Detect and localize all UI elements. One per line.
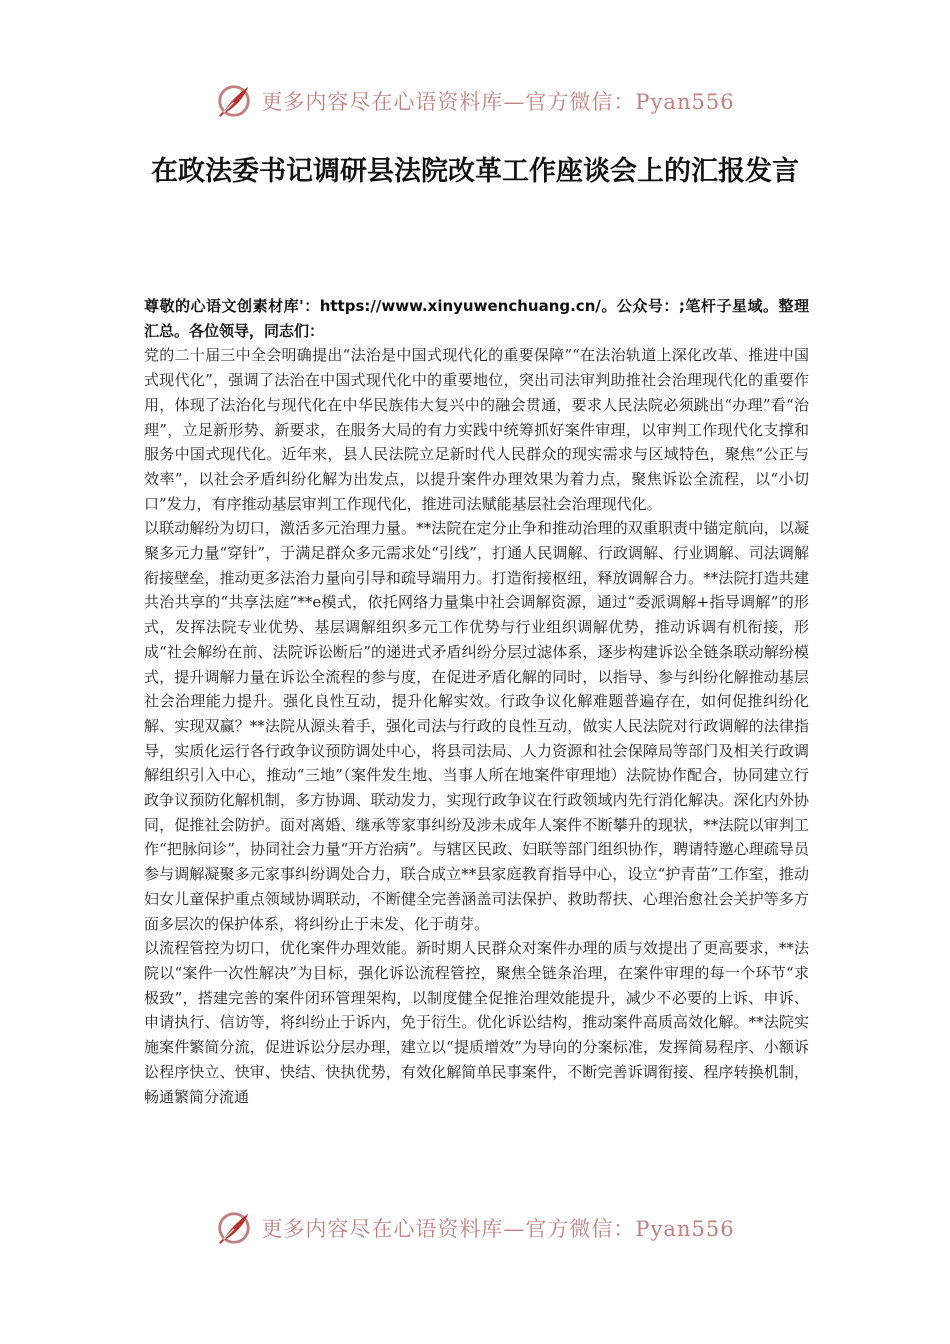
paragraph: 党的二十届三中全会明确提出“法治是中国式现代化的重要保障”“在法治轨道上深化改革、推进中国式现代化”，强调了法治在中国式现代化中的重要地位，突出司法审判助推社会治理现代化的重要作用，体现了法治化与现代化在中华民族伟大复兴中的融会贯通，要求人民法院必须跳出“办理”看“治理”，立足新形势、新要求，在服务大局的有力实践中统筹抓好案件审理，以审判工作现代化支撑和服务中国式现代化。近年来，县人民法院立足新时代人民群众的现实需求与区域特色，聚焦“公正与效率”，以社会矛盾纠纷化解为出发点，以提升案件办理效果为着力点，聚焦诉讼全流程，以“小切口”发力，有序推动基层审判工作现代化，推进司法赋能基层社会治理现代化。: [144, 346, 809, 513]
quill-logo-icon: [215, 82, 253, 120]
footer-banner: [0, 1203, 950, 1253]
quill-logo-icon: [215, 1209, 253, 1247]
banner-text: 更多内容尽在心语资料库—官方微信：Pyan556: [261, 90, 735, 114]
header-banner: [0, 76, 950, 126]
salutation: 尊敬的心语文创素材库'：https://www.xinyuwenchuang.cn/。公众号：;笔杆子星域。整理汇总。各位领导，同志们：: [144, 297, 809, 340]
paragraph: 以流程管控为切口，优化案件办理效能。新时期人民群众对案件办理的质与效提出了更高要求，**法院以“案件一次性解决”为目标，强化诉讼流程管控，聚焦全链条治理，在案件审理的每一个环节“求极致”，搭建完善的案件闭环管理架构，以制度健全促推治理效能提升，减少不必要的上诉、申诉、申请执行、信访等，将纠纷止于诉内，免于衍生。优化诉讼结构，推动案件高质高效化解。**法院实施案件繁简分流，促进诉讼分层办理，建立以“提质增效”为导向的分案标准，发挥简易程序、小额诉讼程序快立、快审、快结、快执优势，有效化解简单民事案件，不断完善诉调衔接、程序转换机制，畅通繁简分流通: [144, 939, 809, 1106]
document-title: 在政法委书记调研县法院改革工作座谈会上的汇报发言: [151, 156, 799, 187]
banner-text: 更多内容尽在心语资料库—官方微信：Pyan556: [261, 1217, 735, 1241]
document-body: [144, 294, 809, 1109]
paragraph: 以联动解纷为切口，激活多元治理力量。**法院在定分止争和推动治理的双重职责中锚定航向，以凝聚多元力量“穿针”，于满足群众多元需求处“引线”，打通人民调解、行政调解、行业调解、司法调解衔接壁垒，推动更多法治力量向引导和疏导端用力。打造衔接枢纽，释放调解合力。**法院打造共建共治共享的“共享法庭”**e模式，依托网络力量集中社会调解资源，通过“委派调解+指导调解”的形式，发挥法院专业优势、基层调解组织多元工作优势与行业组织调解优势，推动诉调有机衔接，形成“社会解纷在前、法院诉讼断后”的递进式矛盾纠纷分层过滤体系，逐步构建诉讼全链条联动解纷模式，提升调解力量在诉讼全流程的参与度，在促进矛盾化解的同时，以指导、参与纠纷化解推动基层社会治理能力提升。强化良性互动，提升化解实效。行政争议化解难题普遍存在，如何促推纠纷化解、实现双赢？**法院从源头着手，强化司法与行政的良性互动，做实人民法院对行政调解的法律指导，实质化运行各行政争议预防调处中心，将县司法局、人力资源和社会保障局等部门及相关行政调解组织引入中心，推动“三地”（案件发生地、当事人所在地案件审理地）法院协作配合，协同建立行政争议预防化解机制，多方协调、联动发力，实现行政争议在行政领域内先行消化解决。深化内外协同，促推社会防护。面对离婚、继承等家事纠纷及涉未成年人案件不断攀升的现状，**法院以审判工作“把脉问诊”，协同社会力量“开方治病”。与辖区民政、妇联等部门组织协作，聘请特邀心理疏导员参与调解凝聚多元家事纠纷调处合力，联合成立**县家庭教育指导中心，设立“护青苗”工作室，推动妇女儿童保护重点领域协调联动，不断健全完善涵盖司法保护、救助帮扶、心理治愈社会关护等多方面多层次的保护体系，将纠纷止于未发、化于萌芽。: [144, 519, 809, 933]
